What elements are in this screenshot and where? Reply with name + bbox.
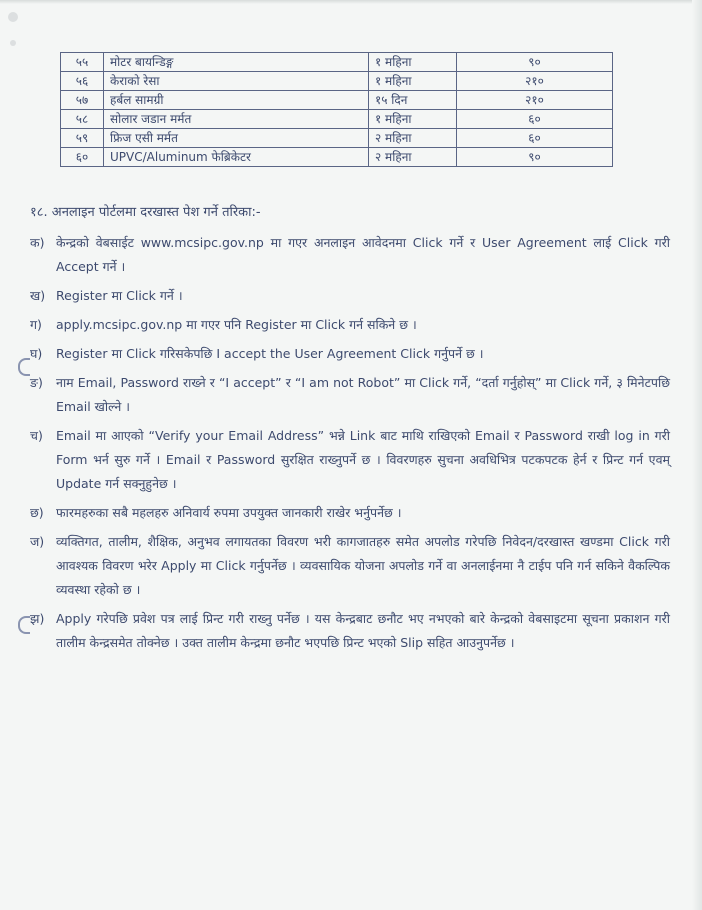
instruction-step (30, 342, 670, 366)
instruction-step (30, 607, 670, 655)
table-row (61, 91, 613, 110)
table-row (61, 129, 613, 148)
course-duration: १ महिना (369, 72, 457, 91)
course-name: UPVC/Aluminum फेब्रिकेटर (104, 148, 369, 167)
course-capacity: ६० (457, 129, 613, 148)
step-marker: ङ) (30, 375, 43, 390)
course-table (60, 52, 613, 167)
table-row (61, 110, 613, 129)
instruction-step (30, 501, 670, 525)
scan-mark (8, 12, 18, 22)
row-number: ५७ (61, 91, 104, 110)
step-text: व्यक्तिगत, तालीम, शैक्षिक, अनुभव लगायतका विवरण भरी कागजातहरु समेत अपलोड गरेपछि निवेदन/दरखास्त खण्डमा Click गरी आवश्यक विवरण भरेर Apply मा Click गर्नुपर्नेछ । व्यवसायिक योजना अपलोड गर्ने वा अनलाईनमा नै टाईप पनि गर्न सकिने वैकल्पिक व्यवस्था रहेको छ । (56, 534, 670, 597)
application-instructions (30, 201, 670, 660)
course-capacity: ६० (457, 110, 613, 129)
course-duration: १ महिना (369, 53, 457, 72)
step-marker: ख) (30, 288, 46, 303)
step-marker: च) (30, 428, 43, 443)
scan-mark (10, 40, 16, 46)
row-number: ६० (61, 148, 104, 167)
step-marker: ज) (30, 534, 45, 549)
step-text: केन्द्रको वेबसाईट www.mcsipc.gov.np मा गएर अनलाइन आवेदनमा Click गर्ने र User Agreement लाई Click गरी Accept गर्ने । (56, 235, 670, 274)
course-capacity: ९० (457, 148, 613, 167)
instruction-step (30, 424, 670, 496)
step-text: Register मा Click गरिसकेपछि I accept the User Agreement Click गर्नुपर्ने छ । (56, 346, 484, 361)
row-number: ५९ (61, 129, 104, 148)
step-text: Email मा आएको “Verify your Email Address” भन्ने Link बाट माथि राखिएको Email र Password राखी log in गरी Form भर्न सुरु गर्ने । Email र Password सुरक्षित राख्नुपर्ने छ । विवरणहरु सुचना अवधिभित्र पटकपटक हेर्न र प्रिन्ट गर्न एवम् Update गर्न सक्नुहुनेछ । (56, 428, 670, 491)
step-marker: झ) (30, 611, 45, 626)
course-duration: २ महिना (369, 129, 457, 148)
row-number: ५५ (61, 53, 104, 72)
course-name: हर्बल सामग्री (104, 91, 369, 110)
table-row (61, 148, 613, 167)
step-text: Register मा Click गर्ने । (56, 288, 183, 303)
step-text: नाम Email, Password राख्ने र “I accept” र “I am not Robot” मा Click गर्ने, “दर्ता गर्नुहोस्” मा Click गर्ने, ३ मिनेटपछि Email खोल्ने । (56, 375, 670, 414)
page-right-edge (692, 0, 702, 910)
course-duration: १ महिना (369, 110, 457, 129)
step-text: apply.mcsipc.gov.np मा गएर पनि Register मा Click गर्न सकिने छ । (56, 317, 417, 332)
course-capacity: २१० (457, 72, 613, 91)
course-name: मोटर बायन्डिङ्ग (104, 53, 369, 72)
instruction-step (30, 284, 670, 308)
row-number: ५८ (61, 110, 104, 129)
table-row (61, 53, 613, 72)
instruction-step (30, 313, 670, 337)
row-number: ५६ (61, 72, 104, 91)
course-duration: १५ दिन (369, 91, 457, 110)
bracket-mark (18, 616, 30, 634)
step-text: फारमहरुका सबै महलहरु अनिवार्य रुपमा उपयुक्त जानकारी राखेर भर्नुपर्नेछ । (56, 505, 402, 520)
step-marker: ग) (30, 317, 42, 332)
course-capacity: २१० (457, 91, 613, 110)
instruction-step (30, 231, 670, 279)
course-capacity: ९० (457, 53, 613, 72)
course-name: सोलार जडान मर्मत (104, 110, 369, 129)
course-name: केराको रेसा (104, 72, 369, 91)
step-marker: क) (30, 235, 45, 250)
bracket-mark (18, 358, 30, 376)
step-marker: छ) (30, 505, 44, 520)
step-text: Apply गरेपछि प्रवेश पत्र लाई प्रिन्ट गरी राख्नु पर्नेछ । यस केन्द्रबाट छनौट भए नभएको बारे केन्द्रको वेबसाइटमा सूचना प्रकाशन गरी तालीम केन्द्रसमेत तोक्नेछ । उक्त तालीम केन्द्रमा छनौट भएपछि प्रिन्ट भएको Slip सहित आउनुपर्नेछ । (56, 611, 670, 650)
instruction-step (30, 530, 670, 602)
page-top-edge (0, 0, 702, 4)
table-row (61, 72, 613, 91)
course-name: फ्रिज एसी मर्मत (104, 129, 369, 148)
step-marker: घ) (30, 346, 43, 361)
section-heading: १८. अनलाइन पोर्टलमा दरखास्त पेश गर्ने तरिका:- (30, 205, 261, 220)
course-duration: २ महिना (369, 148, 457, 167)
instruction-step (30, 371, 670, 419)
